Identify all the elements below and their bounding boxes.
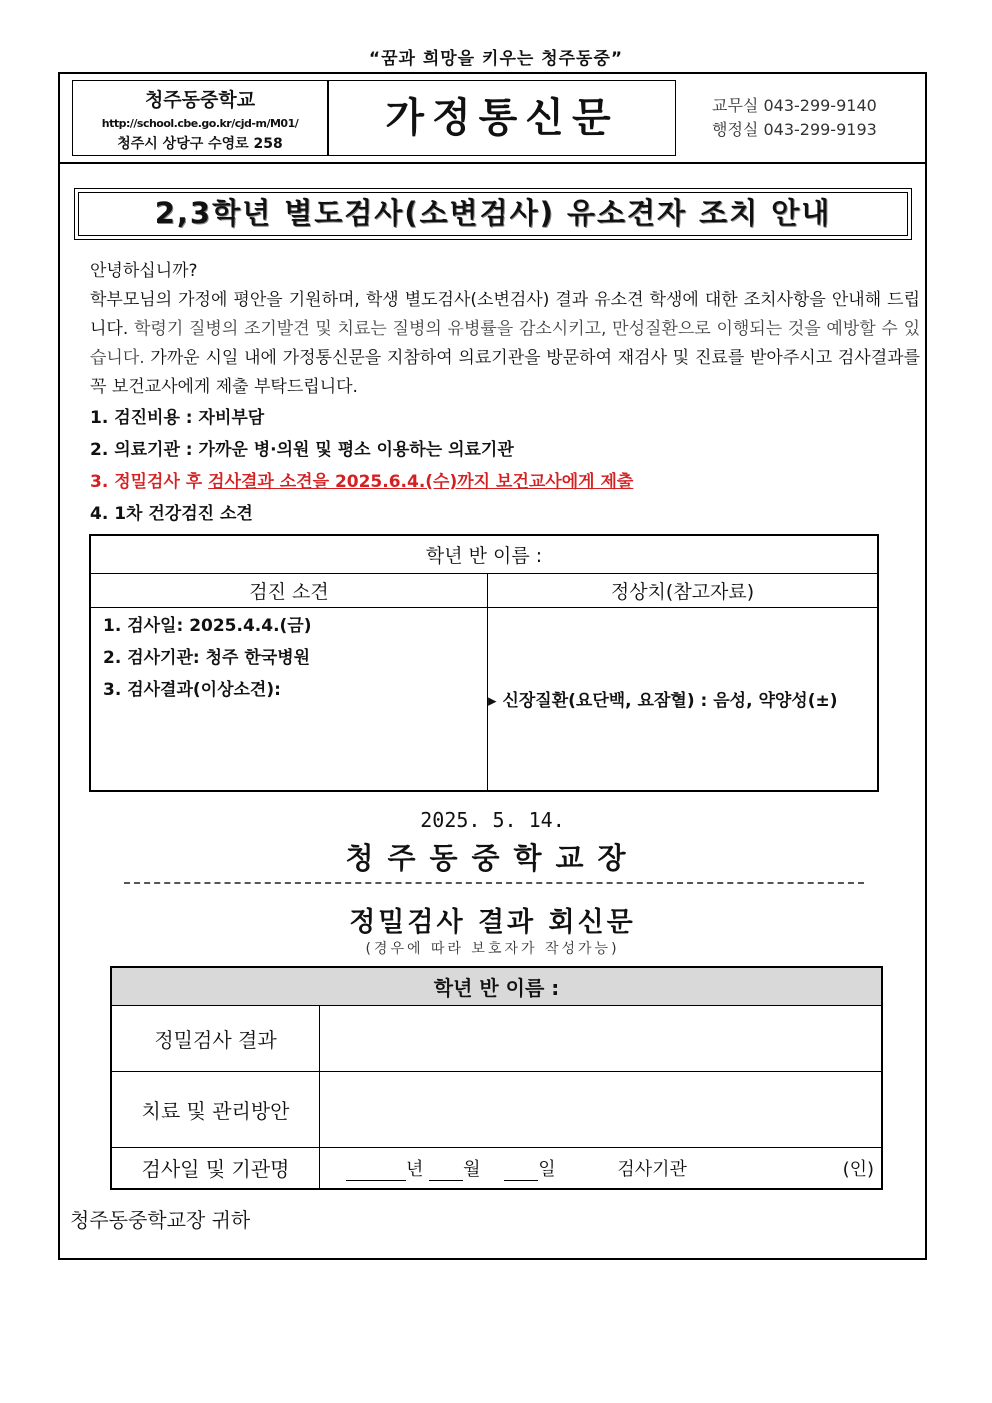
day-blank[interactable] <box>504 1158 538 1181</box>
newsletter-frame <box>58 72 927 1260</box>
findings-cell <box>90 607 488 791</box>
school-motto: “꿈과 희망을 키우는 청주동중” <box>368 49 624 69</box>
year-label: 년 <box>406 1158 424 1180</box>
month-label: 월 <box>463 1158 481 1180</box>
org-label: 검사기관 <box>617 1158 687 1180</box>
school-info-box <box>72 80 328 156</box>
exam-organization: 2. 검사기관: 청주 한국병원 <box>103 647 311 668</box>
normal-value-cell: ▸ 신장질환(요단백, 요잠혈) : 음성, 약양성(±) <box>488 607 879 791</box>
phone-academic-office: 교무실 043-299-9140 <box>712 96 877 115</box>
phone-admin-office: 행정실 043-299-9193 <box>712 120 877 139</box>
intro-text <box>74 257 920 402</box>
intro-paragraph <box>74 286 920 402</box>
month-blank[interactable] <box>429 1158 463 1181</box>
seal-label: (인) <box>842 1158 874 1180</box>
date-org-label: 검사일 및 기관명 <box>111 1147 320 1189</box>
intro-sentence-1: 학부모님의 가정에 평안을 기원하며, 학생 별도검사(소변검사) 결과 유소견 학생에 대한 조치사항을 안내해 드립니다. <box>90 290 920 339</box>
treatment-field[interactable] <box>320 1071 883 1147</box>
item-submission-deadline: 검사결과 소견을 2025.6.4.(수)까지 보건교사에게 제출 <box>208 472 634 492</box>
newsletter-title: 가정통신문 <box>328 80 676 156</box>
reply-title: 정밀검사 결과 회신문 <box>349 907 636 938</box>
reply-form-table <box>110 966 883 1190</box>
school-name: 청주동중학교 <box>144 89 256 111</box>
exam-result: 3. 검사결과(이상소견): <box>103 679 281 700</box>
notice-title-box <box>74 188 912 240</box>
exam-date: 1. 검사일: 2025.4.4.(금) <box>103 615 312 636</box>
date-org-field[interactable] <box>320 1147 883 1189</box>
notice-title: 2,3학년 별도검사(소변검사) 유소견자 조치 안내 <box>78 192 908 236</box>
item-institution: 2. 의료기관 : 가까운 병·의원 및 평소 이용하는 의료기관 <box>90 440 514 460</box>
cut-line <box>124 882 864 884</box>
school-address: 청주시 상당구 수영로 258 <box>117 136 283 152</box>
col-header-normal: 정상치(참고자료) <box>488 573 879 607</box>
addressee: 청주동중학교장 귀하 <box>70 1208 251 1232</box>
intro-sentence-3: 가까운 시일 내에 가정통신문을 지참하여 의료기관을 방문하여 재검사 및 진료를 받아주시고 검사결과를 꼭 보건교사에게 제출 부탁드립니다. <box>90 348 920 397</box>
issue-date: 2025. 5. 14. <box>420 808 565 832</box>
item-submission-prefix: 3. 정밀검사 후 <box>90 472 209 492</box>
student-info-row: 학년 반 이름 : <box>90 535 878 573</box>
day-label: 일 <box>538 1158 556 1180</box>
year-blank[interactable] <box>346 1158 406 1181</box>
result-label: 정밀검사 결과 <box>111 1005 320 1071</box>
item-findings: 4. 1차 건강검진 소견 <box>90 504 253 524</box>
item-cost: 1. 검진비용 : 자비부담 <box>90 408 265 428</box>
greeting: 안녕하십니까? <box>90 261 198 281</box>
header <box>60 74 925 164</box>
result-field[interactable] <box>320 1005 883 1071</box>
item-list <box>90 402 633 530</box>
col-header-findings: 검진 소견 <box>90 573 488 607</box>
reply-student-row: 학년 반 이름 : <box>111 967 882 1005</box>
intro-sentence-2: 학령기 질병의 조기발견 및 치료는 질병의 유병률을 감소시키고, 만성질환으로 이행되는 것을 예방할 수 있습니다. <box>90 319 920 368</box>
treatment-label: 치료 및 관리방안 <box>111 1071 320 1147</box>
item-submission <box>90 466 633 498</box>
phone-list <box>712 94 877 142</box>
school-url[interactable]: http://school.cbe.go.kr/cjd-m/M01/ <box>101 117 299 130</box>
principal-signature: 청주동중학교장 <box>345 841 640 875</box>
exam-findings-table <box>89 534 879 792</box>
reply-subtitle: (경우에 따라 보호자가 작성가능) <box>365 941 620 957</box>
